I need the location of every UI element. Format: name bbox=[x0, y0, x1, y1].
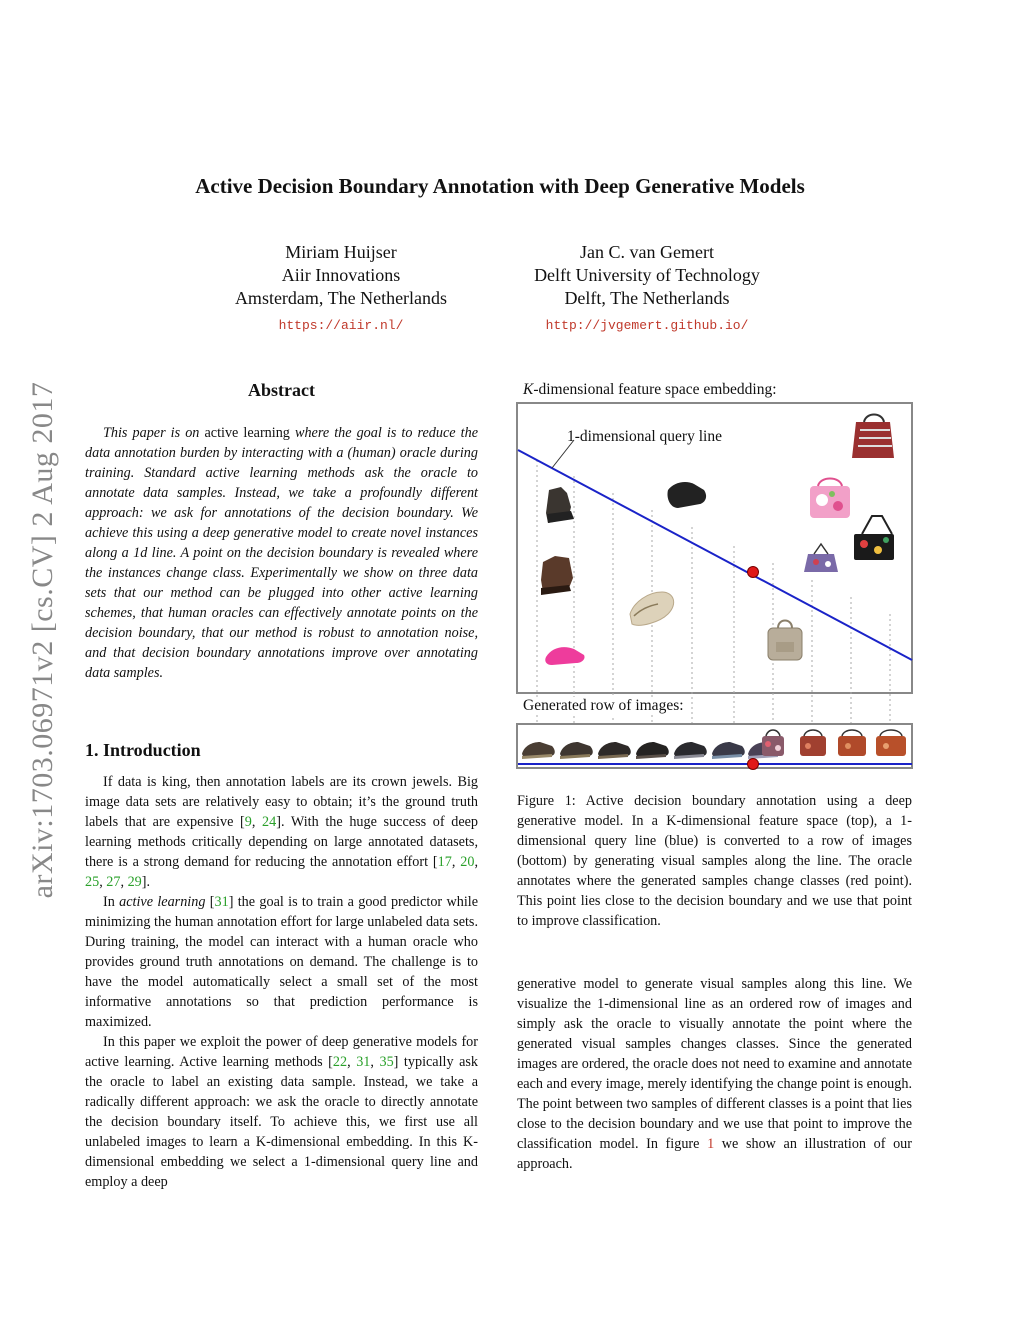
abstract-segment: This paper is on bbox=[103, 425, 205, 441]
author-name: Jan C. van Gemert bbox=[580, 242, 714, 262]
section-heading-introduction: 1. Introduction bbox=[85, 740, 201, 760]
author-location: Delft, The Netherlands bbox=[564, 288, 730, 308]
right-column-text bbox=[517, 974, 912, 1174]
author-name: Miriam Huijser bbox=[285, 242, 397, 262]
intro-segment: ] the goal is to train a good predictor while minimizing the human annotation effort for large unlabeled data sets. During training, the model can interact with a human oracle who provides ground truth annotations on demand. The challenge is to have the model automatically select a small set of the most informative annotations so that prediction performance is maximized. bbox=[85, 894, 478, 1030]
citation-link[interactable]: 9 bbox=[244, 814, 252, 830]
abstract-text bbox=[85, 423, 478, 683]
intro-segment: ] typically ask the oracle to label an existing data sample. Instead, we take a radically different approach: we ask the oracle to directly annotate the decision boundary itself. To achieve this, we first use all unlabeled images to learn a K-dimensional embedding. In this K-dimensional embedding we select a 1-dimensional query line and employ a deep bbox=[85, 1054, 479, 1190]
abstract-heading: Abstract bbox=[248, 380, 315, 400]
paper-title: Active Decision Boundary Annotation with Deep Generative Models bbox=[195, 174, 805, 198]
citation-link[interactable]: 22 bbox=[332, 1054, 348, 1070]
figure-label-text: -dimensional feature space embedding: bbox=[533, 381, 777, 398]
author-block-1 bbox=[176, 241, 506, 337]
citation-link[interactable]: 27 bbox=[106, 874, 121, 890]
figure-illustration bbox=[516, 402, 914, 776]
arxiv-identifier: arXiv:1703.06971v2 [cs.CV] 2 Aug 2017 bbox=[26, 381, 59, 899]
citation-link[interactable]: 29 bbox=[127, 874, 142, 890]
query-line-label: 1-dimensional query line bbox=[567, 428, 722, 445]
citation-link[interactable]: 20 bbox=[460, 854, 475, 870]
decision-boundary-point bbox=[748, 567, 759, 578]
citation-link[interactable]: 17 bbox=[437, 854, 452, 870]
author-url[interactable]: http://jvgemert.github.io/ bbox=[545, 318, 749, 333]
abstract-segment: where the goal is to reduce the data annotation burden by interacting with a (human) oracle during training. Standard active learning methods ask the oracle to annotate data samples. Instead, we take a profoundly different approach: we ask for annotations of the decision boundary. We achieve this using a deep generative model to create novel instances along a 1d line. A point on the decision boundary is revealed where the instances change class. Experimentally we show on three data sets that our method can be plugged into other active learning schemes, that human oracles can effectively annotate points on the decision boundary, that our method is robust to annotation noise, and that decision boundary annotations improve over annotating data samples. bbox=[85, 425, 478, 681]
intro-segment: [ bbox=[205, 894, 215, 910]
author-url[interactable]: https://aiir.nl/ bbox=[278, 318, 404, 333]
figure-caption: Figure 1: Active decision boundary annotation using a deep generative model. In a K-dimensional feature space (top), a 1-dimensional query line (blue) is converted to a row of images (bottom) by generating visual samples along the line. The oracle annotates where the generated samples change classes (red point). This point lies close to the decision boundary and we use that point to improve classification. bbox=[517, 793, 912, 929]
figure-label-variable: K bbox=[523, 381, 534, 398]
citation-link[interactable]: 25 bbox=[85, 874, 100, 890]
figure-reference-link[interactable]: 1 bbox=[707, 1136, 715, 1152]
citation-link[interactable]: 31 bbox=[356, 1054, 371, 1070]
citation-link[interactable]: 31 bbox=[214, 894, 229, 910]
citation-link[interactable]: 35 bbox=[379, 1054, 394, 1070]
abstract-segment: active learning bbox=[204, 425, 290, 441]
right-col-segment: we show an illustration of our approach. bbox=[517, 1136, 912, 1172]
intro-segment: ]. With the huge success of deep learning methods critically depending on large annotated datasets, there is a strong demand for reducing the annotation effort [ bbox=[85, 814, 479, 870]
intro-segment: In bbox=[103, 894, 120, 910]
author-block-2 bbox=[482, 241, 812, 337]
author-affiliation: Aiir Innovations bbox=[281, 265, 401, 285]
intro-segment: ]. bbox=[141, 874, 151, 890]
generated-row-boundary-point bbox=[748, 759, 759, 770]
introduction-text: If data is king, then annotation labels are its crown jewels. Big image data sets are relatively easy to obtain; it’s the ground truth labels that are expensive [9, 24]. With the huge success of deep learning methods critically depending on large annotated datasets, there is a strong demand for reducing the annotation effort [17, 20, 25, 27, 29]. In active learning [31] the goal is to train a good predictor while minimizing the human annotation effort for large unlabeled data sets. During training, the model can interact with a human oracle who provides ground truth annotations on demand. The challenge is to have the model automatically select a small set of the most informative annotations so that prediction performance is maximized. In this paper we exploit the power of deep generative models for active learning. Active learning methods [22, 31, 35] typically ask the oracle to label an existing data sample. Instead, we take a radically different approach: we ask the oracle to directly annotate the decision boundary itself. To achieve this, we first use all unlabeled images to learn a K-dimensional embedding. In this K-dimensional embedding we select a 1-dimensional query line and employ a deep bbox=[85, 774, 479, 1190]
figure-top-label bbox=[523, 381, 777, 399]
shoe-brown-boot-icon bbox=[541, 556, 573, 595]
feature-space-box bbox=[517, 403, 912, 693]
intro-emphasis: active learning bbox=[119, 894, 206, 910]
intro-segment: In this paper we exploit the power of deep generative models for active learning. Active learning methods [ bbox=[85, 1034, 478, 1070]
intro-segment: If data is king, then annotation labels are its crown jewels. Big image data sets are relatively easy to obtain; it’s the ground truth labels that are expensive [ bbox=[85, 774, 478, 830]
citation-link[interactable]: 24 bbox=[262, 814, 277, 830]
author-affiliation: Delft University of Technology bbox=[534, 265, 760, 285]
author-location: Amsterdam, The Netherlands bbox=[234, 288, 448, 308]
generated-row-label: Generated row of images: bbox=[523, 697, 688, 715]
right-col-segment: generative model to generate visual samples along this line. We visualize the 1-dimensional line as an ordered row of images and simply ask the oracle to visually annotate the point where the generated visual samples changes classes. Since the generated images are ordered, the oracle does not need to examine and annotate each and every image, merely identifying the change point is enough. The point between two samples of different classes is a point that lies close to the decision boundary and we use that point to improve the classification model. In figure bbox=[517, 976, 912, 1152]
